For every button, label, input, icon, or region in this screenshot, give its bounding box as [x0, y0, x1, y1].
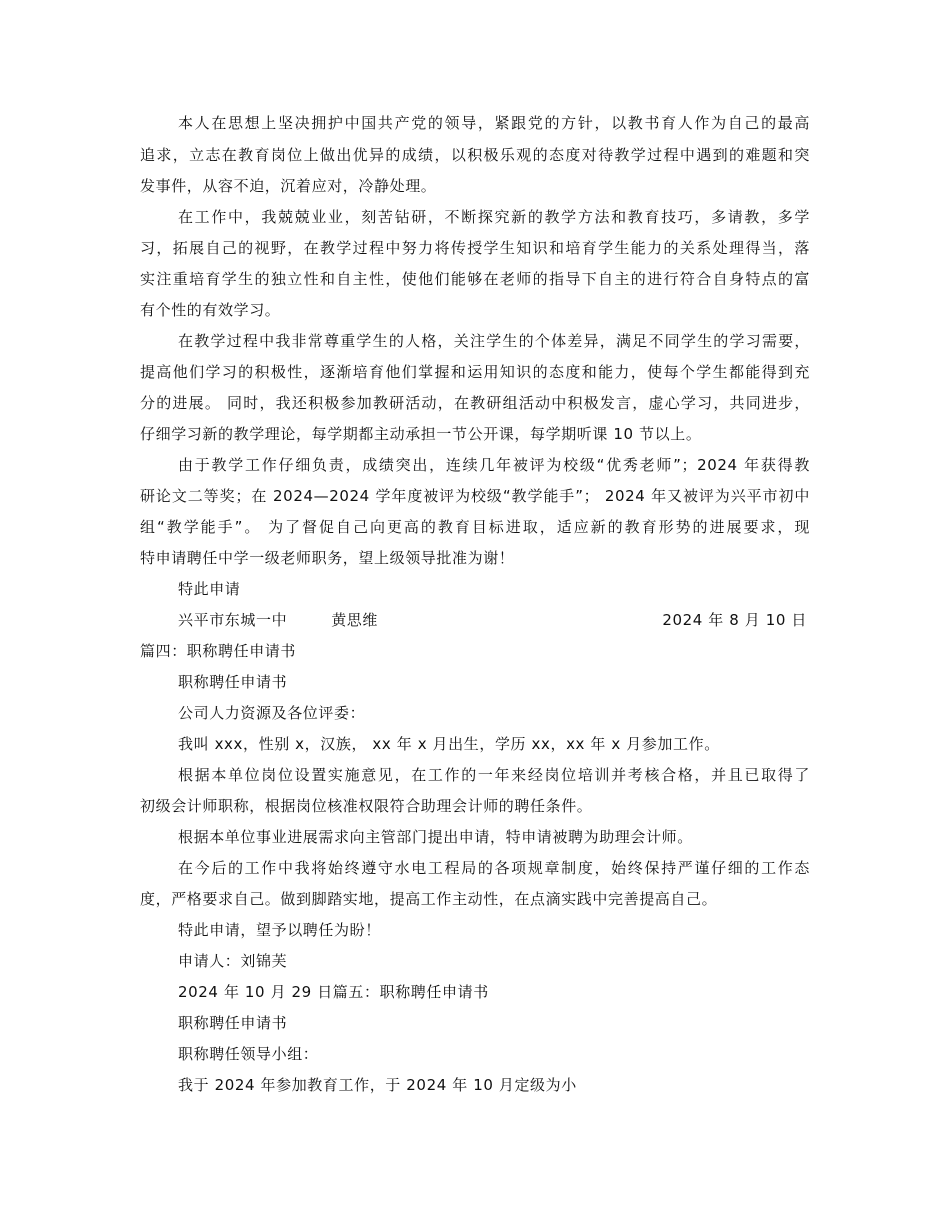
paragraph-line: 度，严格要求自己。做到脚踏实地，提高工作主动性，在点滴实践中完善提高自己。 [140, 890, 718, 908]
paragraph-line: 习，拓展自己的视野，在教学过程中努力将传授学生知识和培育学生能力的关系处理得当，落 [140, 239, 810, 257]
paragraph-line: 提高他们学习的积极性，逐渐培育他们掌握和运用知识的态度和能力，使每个学生都能得到充 [140, 363, 810, 381]
salutation: 职称聘任领导小组： [178, 1045, 319, 1063]
closing-text: 特此申请，望予以聘任为盼！ [178, 921, 381, 939]
date-and-section-heading: 2024 年 10 月 29 日篇五：职称聘任申请书 [178, 983, 489, 1001]
signature-school: 兴平市东城一中 [178, 611, 288, 629]
paragraph-line: 在教学过程中我非常尊重学生的人格，关注学生的个体差异，满足不同学生的学习需要， [178, 332, 810, 350]
paragraph-line: 组“教学能手”。 为了督促自己向更高的教育目标进取，适应新的教育形势的进展要求，现 [140, 518, 810, 536]
paragraph-line: 仔细学习新的教学理论，每学期都主动承担一节公开课，每学期听课 10 节以上。 [140, 425, 702, 443]
signature-block [178, 608, 378, 632]
paragraph-line: 实注重培育学生的独立性和自主性，使他们能够在老师的指导下自主的进行符合自身特点的富 [140, 270, 810, 288]
paragraph-line: 在今后的工作中我将始终遵守水电工程局的各项规章制度，始终保持严谨仔细的工作态 [178, 859, 810, 877]
paragraph-line: 根据本单位岗位设置实施意见，在工作的一年来经岗位培训并考核合格，并且已取得了 [178, 766, 810, 784]
salutation: 公司人力资源及各位评委： [178, 704, 366, 722]
document-title: 职称聘任申请书 [178, 1014, 288, 1032]
signature-name: 黄思维 [331, 611, 379, 629]
paragraph-line: 追求，立志在教育岗位上做出优异的成绩，以积极乐观的态度对待教学过程中遇到的难题和突 [140, 146, 810, 164]
paragraph-line: 发事件，从容不迫，沉着应对，冷静处理。 [140, 177, 437, 195]
paragraph-line: 特申请聘任中学一级老师职务，望上级领导批准为谢！ [140, 549, 515, 567]
intro-line: 我叫 xxx，性别 x，汉族， xx 年 x 月出生，学历 xx，xx 年 x 月参加工作。 [178, 735, 720, 753]
paragraph-line: 根据本单位事业进展需求向主管部门提出申请，特申请被聘为助理会计师。 [178, 828, 693, 846]
applicant-line: 申请人：刘锦芙 [178, 952, 288, 970]
paragraph-line: 我于 2024 年参加教育工作，于 2024 年 10 月定级为小 [178, 1076, 577, 1094]
signature-date: 2024 年 8 月 10 日 [662, 611, 807, 629]
paragraph-line: 分的进展。 同时，我还积极参加教研活动，在教研组活动中积极发言，虚心学习，共同进步， [140, 394, 810, 412]
paragraph-line: 初级会计师职称，根据岗位核准权限符合助理会计师的聘任条件。 [140, 797, 593, 815]
paragraph-line: 有个性的有效学习。 [140, 301, 281, 319]
document-title: 职称聘任申请书 [178, 673, 288, 691]
paragraph-line: 研论文二等奖；在 2024—2024 学年度被评为校级“教学能手”； 2024 年又被评为兴平市初中 [140, 487, 810, 505]
paragraph-line: 在工作中，我兢兢业业，刻苦钻研，不断探究新的教学方法和教育技巧，多请教，多学 [178, 208, 810, 226]
paragraph-line: 本人在思想上坚决拥护中国共产党的领导，紧跟党的方针，以教书育人作为自己的最高 [178, 114, 810, 132]
closing-text: 特此申请 [178, 580, 241, 598]
section-heading: 篇四：职称聘任申请书 [140, 642, 297, 660]
paragraph-line: 由于教学工作仔细负责，成绩突出，连续几年被评为校级“优秀老师”；2024 年获得教 [178, 456, 810, 474]
